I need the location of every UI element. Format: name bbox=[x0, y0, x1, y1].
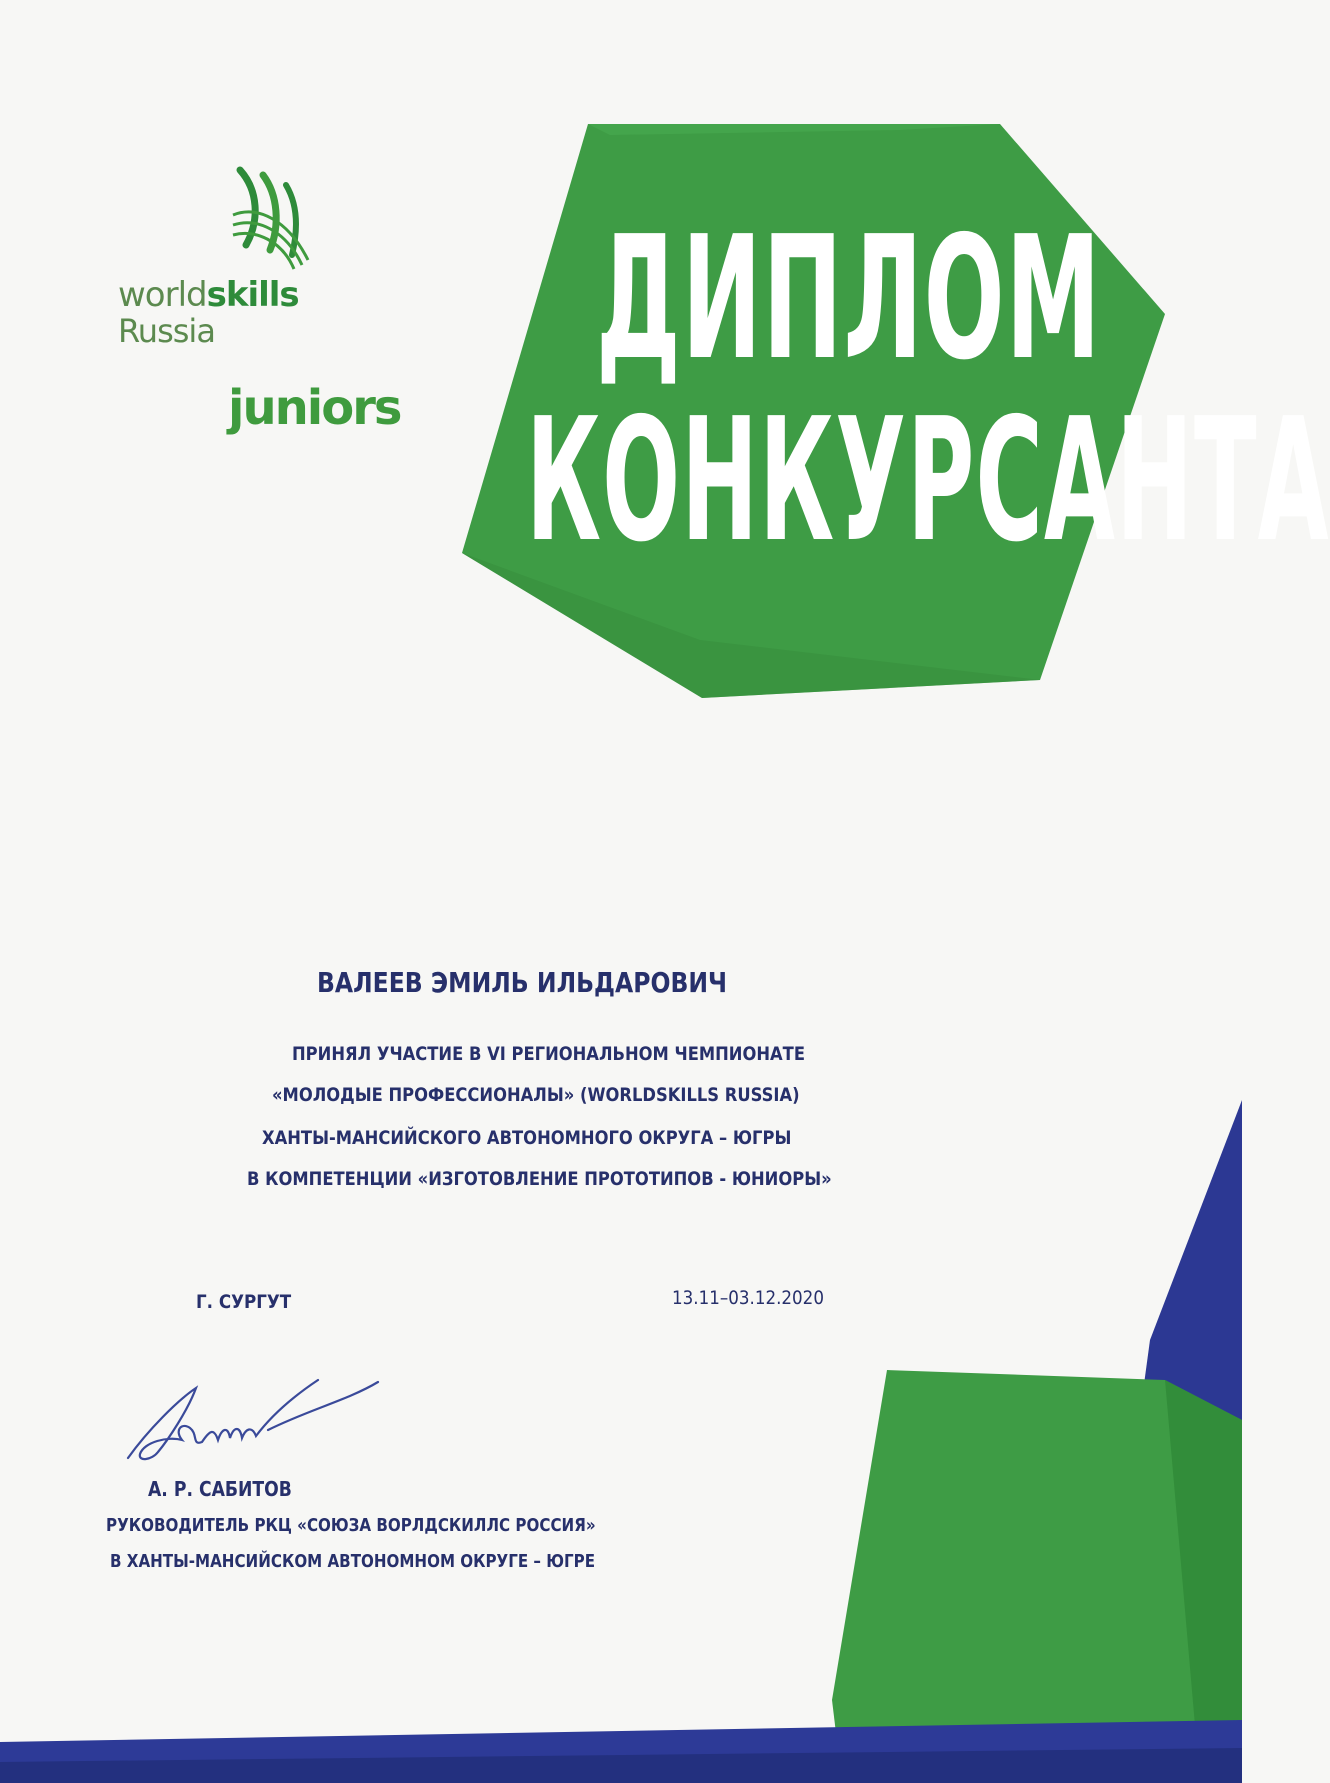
body-line-1: ПРИНЯЛ УЧАСТИЕ В VI РЕГИОНАЛЬНОМ ЧЕМПИОНАТЕ bbox=[292, 1043, 805, 1065]
signatory-name: А. Р. САБИТОВ bbox=[148, 1477, 292, 1501]
signature-icon bbox=[118, 1370, 398, 1470]
diploma-title-line1: ДИПЛОМ bbox=[596, 200, 1102, 398]
signatory-position-line2: В ХАНТЫ-МАНСИЙСКОМ АВТОНОМНОМ ОКРУГЕ – ЮГРЕ bbox=[110, 1551, 596, 1572]
recipient-name: ВАЛЕЕВ ЭМИЛЬ ИЛЬДАРОВИЧ bbox=[317, 966, 728, 999]
logo-russia-text: Russia bbox=[118, 312, 215, 350]
worldskills-logo-icon bbox=[228, 165, 318, 275]
logo-wordmark bbox=[118, 275, 299, 315]
logo-juniors-text: juniors bbox=[228, 380, 401, 436]
body-line-3: ХАНТЫ-МАНСИЙСКОГО АВТОНОМНОГО ОКРУГА – ЮГРЫ bbox=[262, 1127, 792, 1149]
diploma-title-line2: КОНКУРСАНТА bbox=[526, 382, 1330, 580]
logo-skills-text: skills bbox=[206, 275, 299, 315]
body-line-2: «МОЛОДЫЕ ПРОФЕССИОНАЛЫ» (WORLDSKILLS RUSSIA) bbox=[272, 1084, 800, 1106]
signatory-position-line1: РУКОВОДИТЕЛЬ РКЦ «СОЮЗА ВОРЛДСКИЛЛС РОССИЯ» bbox=[106, 1515, 596, 1536]
logo-world-text: world bbox=[118, 275, 207, 315]
place-text: Г. СУРГУТ bbox=[196, 1291, 292, 1313]
body-line-4: В КОМПЕТЕНЦИИ «ИЗГОТОВЛЕНИЕ ПРОТОТИПОВ - ЮНИОРЫ» bbox=[247, 1168, 832, 1190]
dates-text: 13.11–03.12.2020 bbox=[672, 1287, 824, 1309]
